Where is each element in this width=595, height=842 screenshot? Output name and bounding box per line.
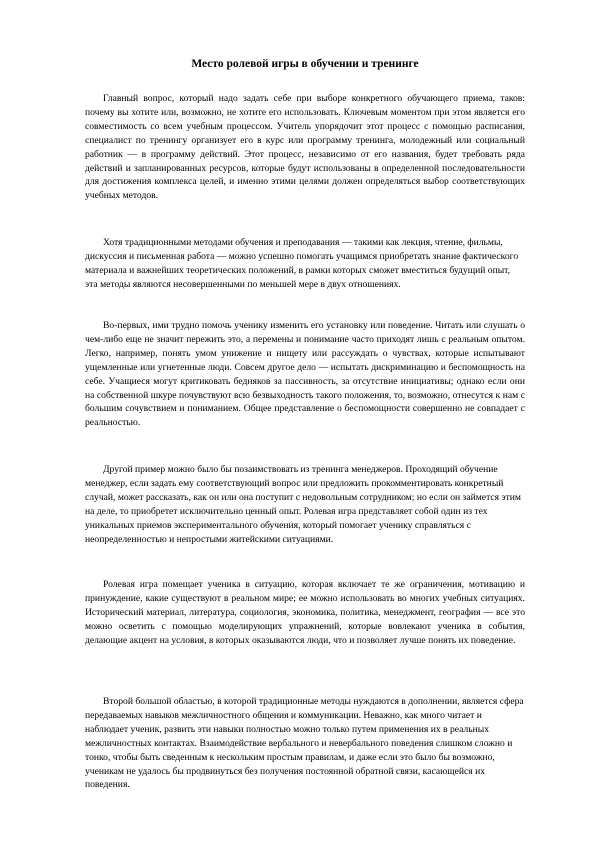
- paragraph-1: Главный вопрос, который надо задать себе при выборе конкретного обучающего приема, таков: почему вы хотите или, возможно, не хотите его использовать. Ключевым моментом при этом является его совместимость со всем учебным процессом. Учитель упорядочит этот процесс с помощью расписания, специалист по тренингу организует его в курс или программу тренинга, молодежный или социальный работник — в программу действий. Этот процесс, независимо от его названия, будет требовать ряда действий и запланированных ресурсов, которые будут использованы в определенной последовательности для достижения комплекса целей, и именно этими целями должен определяться выбор соответствующих учебных методов.: [85, 93, 525, 202]
- paragraph-6: Второй большой областью, в которой традиционные методы нуждаются в дополнении, является сфера передаваемых навыков межличностного общения и коммуникации. Неважно, как много читает и наблюдает ученик, развить эти навыки полностью можно только путем применения их в реальных межличностных контактах. Взаимодействие вербального и невербального поведения слишком сложно и тонко, чтобы быть сведенным к нескольким простым правилам, и даже если это было бы возможно, ученикам не удалось бы продвинуться без получения постоянной обратной связи, касающейся их поведения.: [85, 696, 524, 791]
- paragraph-4: Другой пример можно было бы позаимствовать из тренинга менеджеров. Проходящий обучение менеджер, если задать ему соответствующий вопрос или предложить прокомментировать конкретный случай, может рассказать, как он или она поступит с недовольным сотрудником; но если он займется этим на деле, то приобретет исключительно ценный опыт. Ролевая игра представляет собой один из тех уникальных приемов экспериментального обучения, который помогает ученику справляться с неопределенностью и непростыми житейскими ситуациями.: [85, 464, 521, 545]
- paragraph-2: Хотя традиционными методами обучения и преподавания — такими как лекция, чтение, фильмы, дискуссия и письменная работа — можно успешно помогать учащимся приобретать знание фактического материала и важнейших теоретических положений, в рамки которых сможет вместиться будущий опыт, эта методы являются несовершенными по меньшей мере в двух отношениях.: [85, 237, 519, 290]
- page-title: Место ролевой игры в обучении и тренинге: [191, 58, 419, 70]
- paragraph-3: Во-первых, ими трудно помочь ученику изменить его установку или поведение. Читать или слушать о чем-либо еще не значит пережить это, а перемены и понимание часто приходят лишь с реальным опытом. Легко, например, понять умом унижение и нищету или рассуждать о чувствах, которые испытывают ущемленные или угнетенные люди. Совсем другое дело — испытать дискриминацию и беспомощность на себе. Учащиеся могут критиковать бедняков за пассивность, за отсутствие инициативы; однако если они на собственной шкуре почувствуют всю безвыходность такого положения, то, возможно, отнесутся к нам с большим сочувствием и пониманием. Общее представление о беспомощности совершенно не совпадает с реальностью.: [85, 320, 525, 429]
- paragraph-5: Ролевая игра помещает ученика в ситуацию, которая включает те же ограничения, мотивацию и принуждение, какие существуют в реальном мире; ее можно использовать во многих учебных ситуациях. Исторический материал, литература, социология, экономика, политика, менеджмент, география — все это можно осветить с помощью моделирующих упражнений, которые вовлекают ученика в события, делающие акцент на условия, в которых оказываются люди, что и позволяет лучше понять их поведение.: [85, 579, 525, 646]
